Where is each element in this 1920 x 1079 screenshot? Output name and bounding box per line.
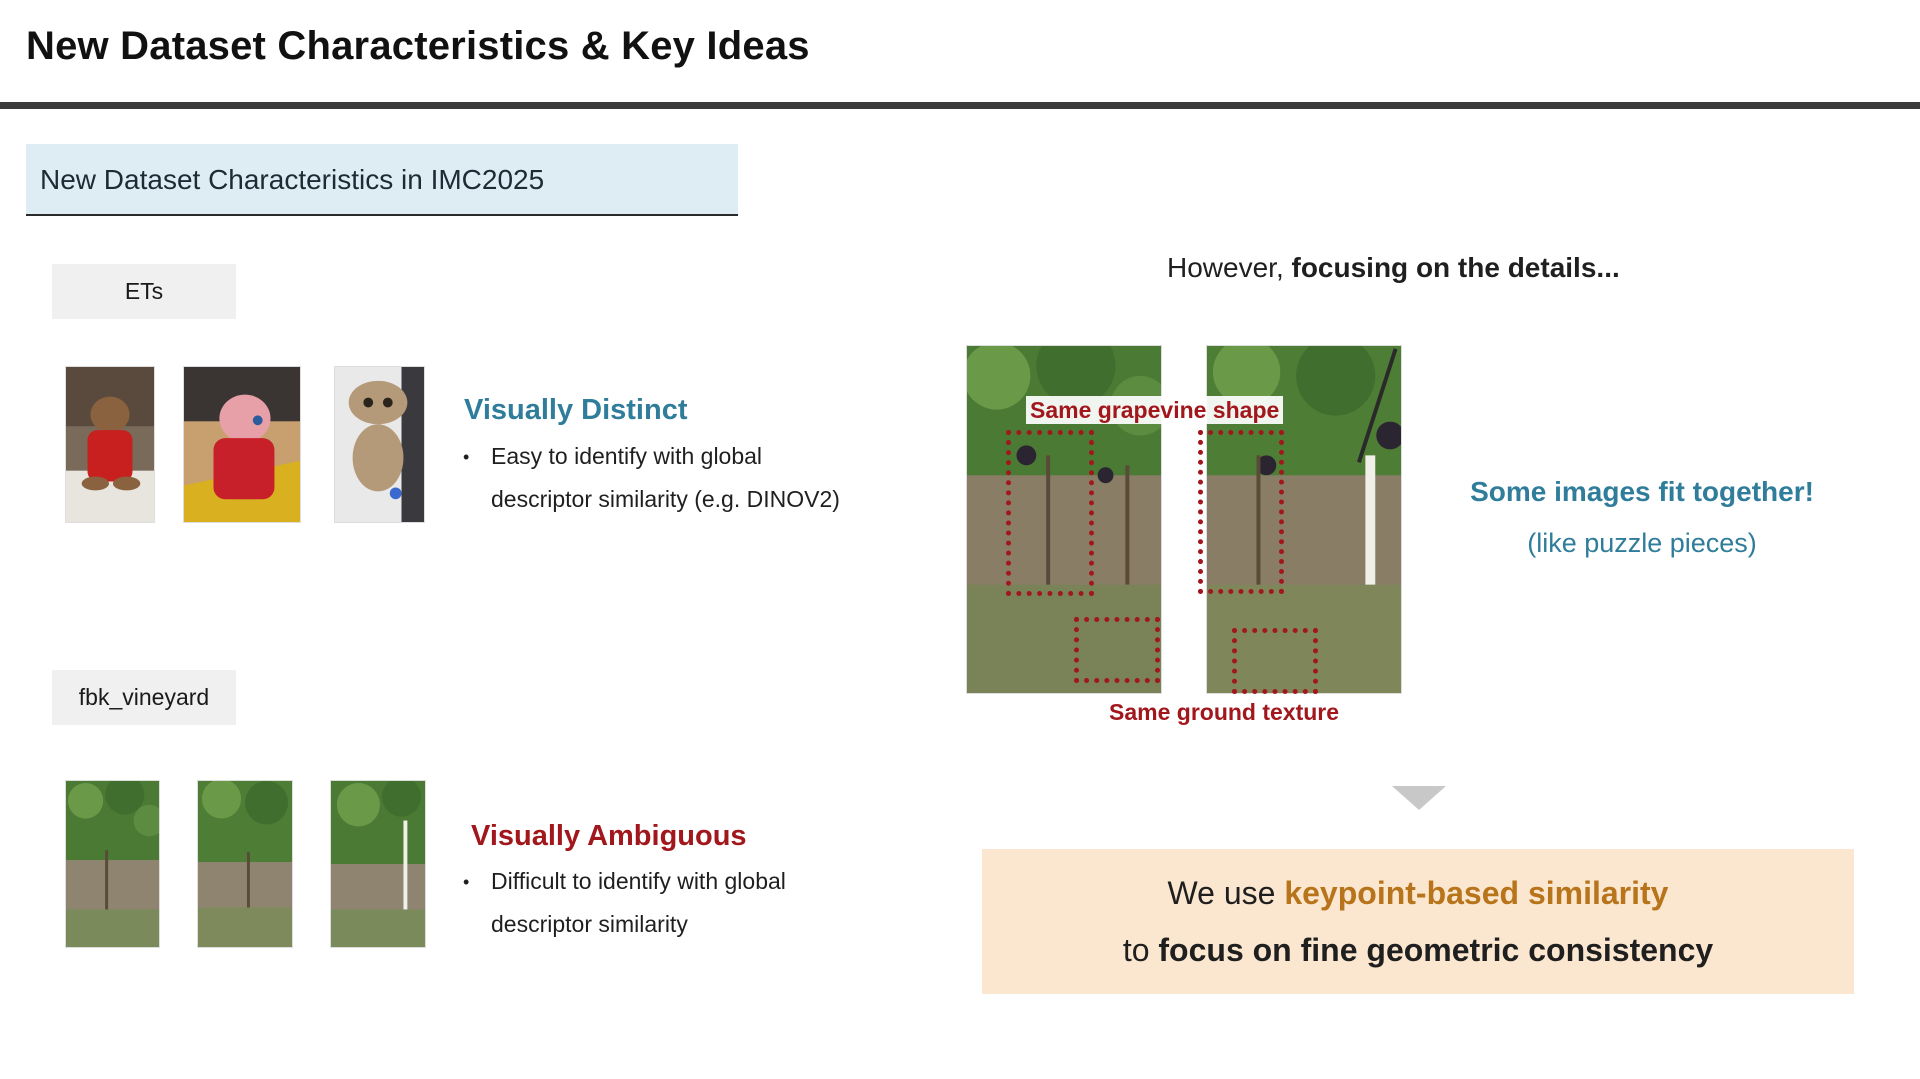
bullet-marker: • — [463, 447, 470, 467]
fit-together-subtitle: (like puzzle pieces) — [1527, 528, 1757, 558]
et-photo-2 — [183, 366, 301, 523]
vineyard-photo-1 — [65, 780, 160, 948]
dataset-tag-label: fbk_vineyard — [78, 684, 210, 710]
label-grapevine-shape: Same grapevine shape — [1026, 396, 1283, 424]
details-lead-normal: However, — [1167, 252, 1292, 283]
grapevine-highlight-right — [1198, 430, 1284, 594]
label-ground-texture: Same ground texture — [1109, 699, 1340, 725]
down-arrow-icon — [1392, 786, 1446, 810]
details-lead-bold: focusing on the details... — [1291, 252, 1620, 283]
heading-visually-ambiguous: Visually Ambiguous — [471, 820, 747, 852]
title-divider — [0, 102, 1920, 109]
section-header — [26, 144, 738, 216]
details-lead — [1167, 252, 1620, 284]
bullet-marker: • — [463, 872, 470, 892]
conclusion-accent: keypoint-based similarity — [1284, 875, 1669, 911]
vineyard-bullet-line2: descriptor similarity — [491, 911, 688, 937]
heading-visually-distinct: Visually Distinct — [464, 394, 688, 426]
dataset-tag-label: ETs — [124, 278, 164, 304]
section-header-label: New Dataset Characteristics in IMC2025 — [40, 164, 545, 195]
conclusion-line1-pre: We use — [1167, 875, 1285, 911]
vineyard-photo-3 — [330, 780, 426, 948]
slide-title: New Dataset Characteristics & Key Ideas — [26, 24, 810, 68]
fit-together-title: Some images fit together! — [1470, 476, 1814, 507]
conclusion-line2-pre: to — [1122, 932, 1159, 968]
vineyard-bullet-line1: Difficult to identify with global — [491, 868, 786, 894]
conclusion-line1 — [982, 875, 1854, 912]
conclusion-line2 — [982, 932, 1854, 969]
ets-bullet-line2: descriptor similarity (e.g. DINOV2) — [491, 486, 840, 512]
dataset-tag-ets — [52, 264, 236, 319]
ground-highlight-left — [1074, 617, 1160, 683]
dataset-tag-fbk-vineyard — [52, 670, 236, 725]
ets-bullet-line1: Easy to identify with global — [491, 443, 763, 469]
ground-highlight-right — [1232, 628, 1318, 694]
conclusion-strong: focus on fine geometric consistency — [1158, 932, 1714, 968]
vineyard-photo-2 — [197, 780, 293, 948]
grapevine-highlight-left — [1006, 430, 1094, 596]
conclusion-box — [982, 849, 1854, 994]
et-photo-3 — [334, 366, 425, 523]
et-photo-1 — [65, 366, 155, 523]
